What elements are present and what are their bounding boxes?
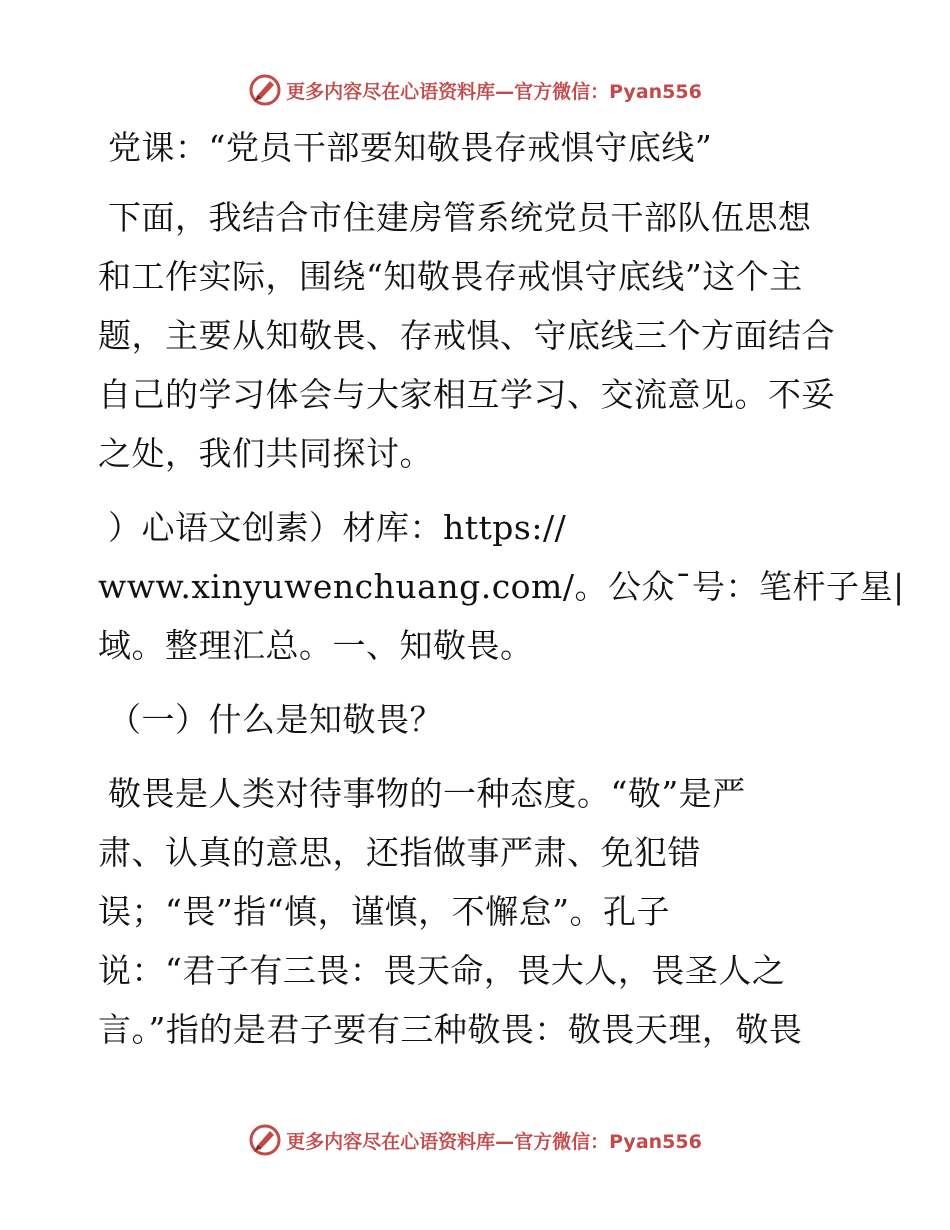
paragraph-line: 说：“君子有三畏：畏天命，畏大人，畏圣人之 [98,951,786,990]
paragraph-line: 言。”指的是君子要有三种敬畏：敬畏天理，敬畏 [98,1010,803,1049]
paragraph-line: www.xinyuwenchuang.com/。公众¯号：笔杆子星| [98,567,905,606]
paragraph-line: 敬畏是人类对待事物的一种态度。“敬”是严 [108,774,746,813]
watermark-top [0,70,950,110]
watermark-text: 更多内容尽在心语资料库—官方微信：Pyan556 [286,1130,702,1153]
paragraph-line: 题，主要从知敬畏、存戒惧、守底线三个方面结合 [98,316,835,355]
section-heading: （一）什么是知敬畏？ [108,700,443,739]
paragraph-line: ）心语文创素）材库：https:// [108,508,567,547]
paragraph-line: 下面，我结合市住建房管系统党员干部队伍思想 [108,198,812,237]
watermark-text: 更多内容尽在心语资料库—官方微信：Pyan556 [286,80,702,103]
paragraph-line: 和工作实际，围绕“知敬畏存戒惧守底线”这个主 [98,257,803,296]
page-title: 党课：“党员干部要知敬畏存戒惧守底线” [108,128,713,167]
watermark-bottom [0,1120,950,1160]
pen-circle-logo-icon [248,73,282,107]
paragraph-line: 肃、认真的意思，还指做事严肃、免犯错 [98,833,701,872]
paragraph-line: 域。整理汇总。一、知敬畏。 [98,626,534,665]
pen-circle-logo-icon [248,1123,282,1157]
paragraph-line: 自己的学习体会与大家相互学习、交流意见。不妥 [98,375,835,414]
paragraph-line: 之处，我们共同探讨。 [98,434,433,473]
paragraph-line: 误；“畏”指“慎，谨慎，不懈怠”。孔子 [98,892,670,931]
